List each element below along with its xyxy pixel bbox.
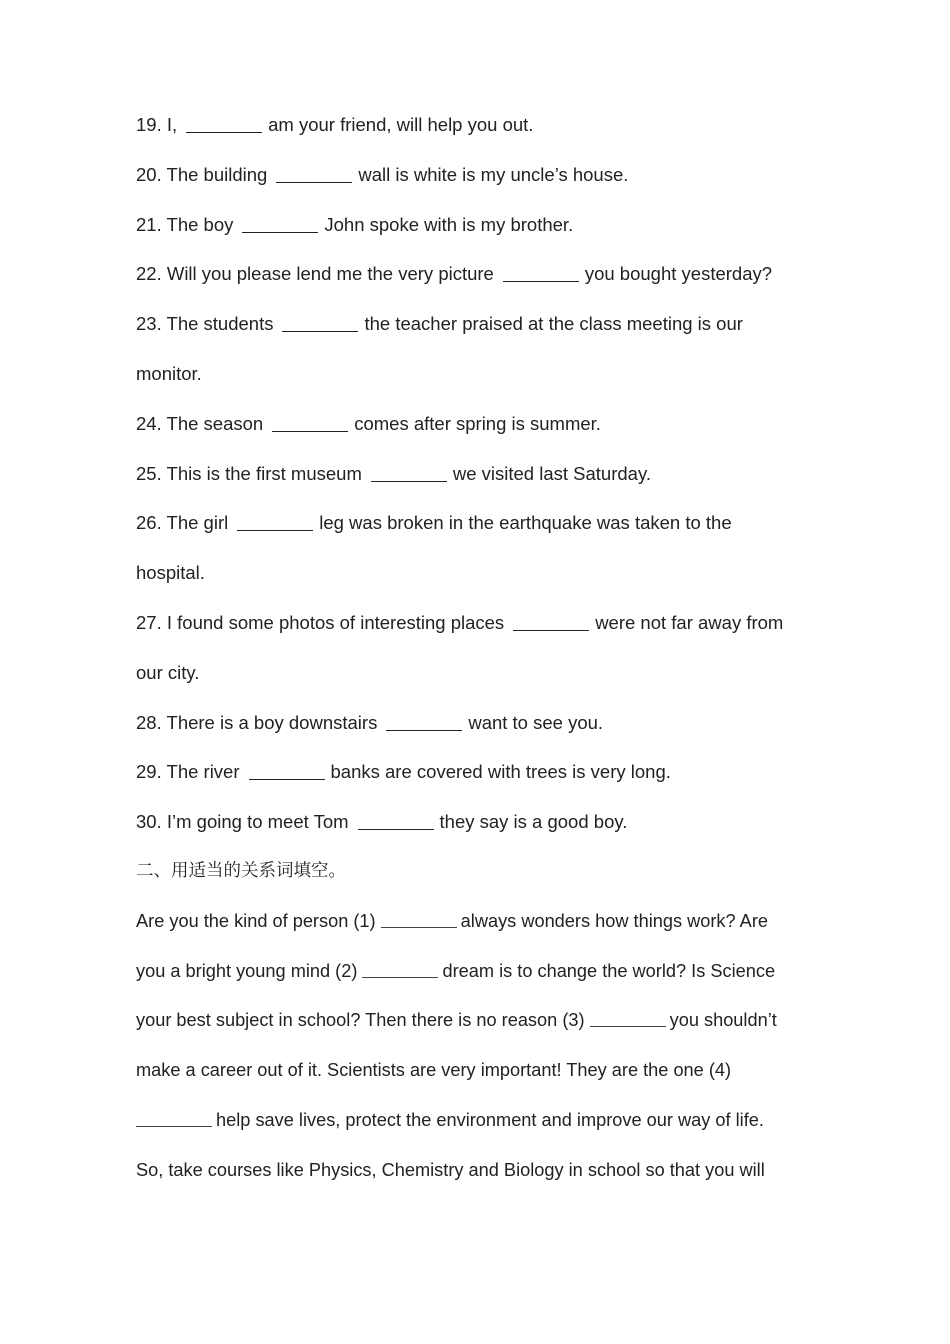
passage-text: help save lives, protect the environment and improve our way of life. [216, 1109, 764, 1130]
passage-line: So, take courses like Physics, Chemistry and Biology in school so that you will [136, 1159, 765, 1180]
answer-blank[interactable] [249, 761, 325, 780]
question-26-continued: hospital. [136, 562, 205, 584]
answer-blank[interactable] [503, 263, 579, 282]
answer-blank[interactable] [282, 313, 358, 332]
question-24 [136, 399, 826, 449]
question-text: 24. The season [136, 412, 264, 434]
question-text: 19. I, [136, 114, 178, 135]
question-28 [136, 698, 826, 748]
question-text: you bought yesterday? [584, 263, 773, 285]
question-text: 21. The boy [136, 213, 234, 235]
question-text: 23. The students [136, 313, 274, 335]
answer-blank[interactable] [386, 712, 462, 731]
answer-blank[interactable] [237, 512, 313, 531]
question-23-continued: monitor. [136, 362, 202, 384]
question-26 [136, 498, 826, 548]
passage-blank-3[interactable] [590, 1010, 666, 1027]
question-text: they say is a good boy. [439, 811, 628, 833]
question-text: we visited last Saturday. [452, 462, 651, 484]
question-21 [136, 200, 826, 250]
passage-line [136, 1096, 826, 1146]
question-29 [136, 747, 826, 797]
passage-text: your best subject in school? Then there is no reason (3) [136, 1010, 585, 1031]
question-text: 27. I found some photos of interesting places [136, 611, 505, 633]
question-text: 22. Will you please lend me the very picture [136, 263, 494, 285]
passage-line [136, 996, 826, 1046]
passage-text: Are you the kind of person (1) [136, 910, 376, 931]
passage [136, 897, 826, 1196]
question-text: John spoke with is my brother. [324, 213, 574, 235]
question-text: 25. This is the first museum [136, 462, 362, 484]
passage-blank-1[interactable] [381, 911, 457, 928]
answer-blank[interactable] [272, 413, 348, 432]
passage-blank-4[interactable] [136, 1110, 212, 1127]
passage-text: always wonders how things work? Are [460, 910, 768, 931]
question-text: comes after spring is summer. [354, 412, 601, 434]
question-22 [136, 249, 826, 299]
answer-blank[interactable] [513, 612, 589, 631]
passage-text: dream is to change the world? Is Science [442, 960, 776, 981]
question-text: am your friend, will help you out. [268, 114, 534, 135]
question-19 [136, 100, 826, 150]
question-text: the teacher praised at the class meeting is our [364, 313, 743, 335]
question-text: leg was broken in the earthquake was taken to the [319, 512, 732, 534]
passage-text: you shouldn’t [669, 1010, 777, 1031]
question-text: 28. There is a boy downstairs [136, 711, 378, 733]
question-text: banks are covered with trees is very long. [330, 761, 671, 783]
passage-text: you a bright young mind (2) [136, 960, 358, 981]
question-text: 20. The building [136, 163, 268, 185]
answer-blank[interactable] [242, 214, 318, 233]
question-text: wall is white is my uncle’s house. [358, 163, 629, 185]
question-text: 29. The river [136, 761, 240, 783]
question-27-continued: our city. [136, 661, 200, 683]
answer-blank[interactable] [276, 164, 352, 183]
question-20 [136, 150, 826, 200]
answer-blank[interactable] [186, 114, 262, 133]
question-30 [136, 797, 826, 847]
question-text: 26. The girl [136, 512, 229, 534]
passage-line [136, 947, 826, 997]
question-text: were not far away from [595, 611, 784, 633]
question-text: want to see you. [468, 711, 604, 733]
answer-blank[interactable] [358, 811, 434, 830]
question-27 [136, 598, 826, 648]
passage-line: make a career out of it. Scientists are very important! They are the one (4) [136, 1060, 732, 1081]
question-25 [136, 449, 826, 499]
question-text: 30. I’m going to meet Tom [136, 811, 349, 833]
answer-blank[interactable] [371, 463, 447, 482]
section-heading: 二、用适当的关系词填空。 [136, 860, 346, 881]
passage-blank-2[interactable] [362, 961, 438, 978]
passage-line [136, 897, 826, 947]
question-23 [136, 299, 826, 349]
worksheet-page [136, 100, 826, 1196]
